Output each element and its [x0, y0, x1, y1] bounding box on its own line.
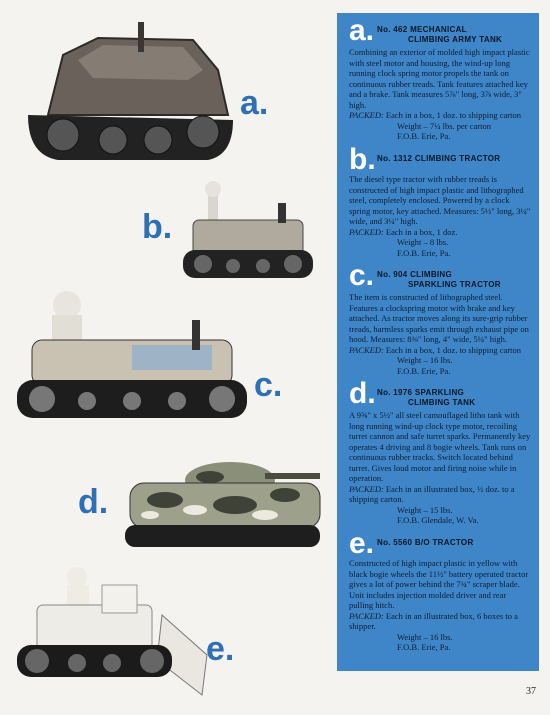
packed-label: PACKED:: [349, 226, 384, 237]
packed-label: PACKED:: [349, 610, 384, 621]
entry-title: [377, 148, 500, 164]
entry-letter: c.: [349, 259, 375, 293]
entry-d: [349, 377, 531, 526]
photo-label-e: e.: [206, 630, 235, 668]
packed-info: [349, 345, 531, 377]
entry-title: [377, 532, 474, 548]
photo-label-a: a.: [240, 84, 269, 122]
entry-description: The item is constructed of lithographed steel. Features a clockspring motor with brake and key attached. As tractor moves along its sure-grip rubber treads, harmless sparks emit through exhaust pipe on hood. Measures: 8⅜" long, 4" wide, 5¼" high.: [349, 292, 529, 345]
entry-title-line2: CLIMBING ARMY TANK: [408, 35, 503, 44]
entry-letter: a.: [349, 14, 375, 47]
entry-title: [377, 19, 502, 45]
packed-info: [349, 484, 531, 526]
packed-line2: Weight – 8 lbs.: [397, 237, 449, 248]
packed-label: PACKED:: [349, 483, 384, 494]
entry-title-line2: SPARKLING TRACTOR: [408, 280, 501, 290]
entry-title-line1: No. 5560 B/O TRACTOR: [377, 537, 474, 547]
packed-label: PACKED:: [349, 344, 384, 355]
packed-line1: Each in a box, 1 doz. to shipping carton: [385, 344, 521, 355]
description-panel: [337, 13, 539, 671]
photo-label-b: b.: [142, 208, 173, 246]
entry-description: Constructed of high impact plastic in yellow with black bogie wheels the 11½" battery operated tractor gives a lot of power behind the 7¾" scraper blade. Unit includes injection molded driver and rear pulling hitch.: [349, 558, 529, 611]
packed-line3: F.O.B. Erie, Pa.: [397, 365, 451, 376]
entry-title-line1: No. 1976 SPARKLING: [377, 388, 465, 398]
entry-title: [377, 382, 475, 408]
entry-e: [349, 526, 531, 653]
packed-info: [349, 110, 531, 142]
entry-letter: e.: [349, 526, 375, 560]
packed-line2: Weight – 7¼ lbs. per carton: [397, 120, 491, 131]
photo-label-d: d.: [78, 483, 109, 521]
packed-line3: F.O.B. Erie, Pa.: [397, 642, 451, 653]
entry-description: The diesel type tractor with rubber treads is constructed of high impact plastic and lithographed steel, completely enclosed. Powered by a clock spring motor, key attached. Measures: 5½" long, 3¼" wide, and 3¼" high.: [349, 174, 531, 227]
entry-description: A 9⅝" x 5½" all steel camouflaged litho tank with long running wind-up clock type motor, recoiling turret cannon and safe turret sparks. Permanently key operates 4 driving and 8 bogie wheels. Tank runs on continuous rubber tracks. Switch located behind turret. Gives loud motor and firing noise while in operation.: [349, 410, 531, 484]
packed-line3: F.O.B. Erie, Pa.: [397, 247, 451, 258]
entry-title-line1: No. 462 MECHANICAL: [377, 25, 467, 34]
entry-a: [349, 14, 531, 142]
entry-letter: d.: [349, 377, 376, 411]
camouflage-tank-photo: [115, 445, 330, 555]
climbing-tractor-photo: [178, 175, 318, 285]
photo-label-c: c.: [254, 366, 283, 404]
page-number: 37: [526, 686, 536, 697]
bulldozer-photo: [12, 565, 212, 705]
entry-title: [377, 264, 501, 290]
packed-line1: Each in a box, 1 doz. to shipping carton: [385, 110, 521, 120]
packed-line2: Weight – 16 lbs.: [397, 355, 453, 366]
entry-c: [349, 259, 531, 376]
entry-title-line2: CLIMBING TANK: [408, 398, 476, 408]
packed-line1: Each in a box, 1 doz.: [385, 226, 458, 237]
packed-line2: Weight – 15 lbs.: [397, 504, 453, 515]
sparkling-tractor-photo: [12, 285, 252, 425]
entry-letter: b.: [349, 142, 376, 176]
army-tank-photo: [18, 20, 243, 170]
entry-description: Combining an exterior of molded high impact plastic with steel motor and housing, the wind-up long running clock spring motor propels the tank on continuous rubber treads. Tank features attached key and a brake. Tank measures 5⅞" long, 3⅞ wide, 3" high.: [349, 47, 530, 110]
packed-line3: F.O.B. Glendale, W. Va.: [397, 515, 479, 526]
entry-b: [349, 142, 531, 259]
packed-line1: Each in an illustrated box, ½ doz. to a shipping carton.: [349, 483, 515, 505]
packed-line1: Each in an illustrated box, 6 boxes to a shipper.: [349, 610, 518, 632]
packed-line2: Weight – 16 lbs.: [397, 631, 453, 642]
packed-label: PACKED:: [349, 110, 384, 120]
entry-title-line1: No. 904 CLIMBING: [377, 270, 453, 280]
packed-line3: F.O.B. Erie, Pa.: [397, 131, 451, 141]
packed-info: [349, 227, 531, 259]
entry-title-line1: No. 1312 CLIMBING TRACTOR: [377, 153, 501, 163]
packed-info: [349, 611, 531, 653]
